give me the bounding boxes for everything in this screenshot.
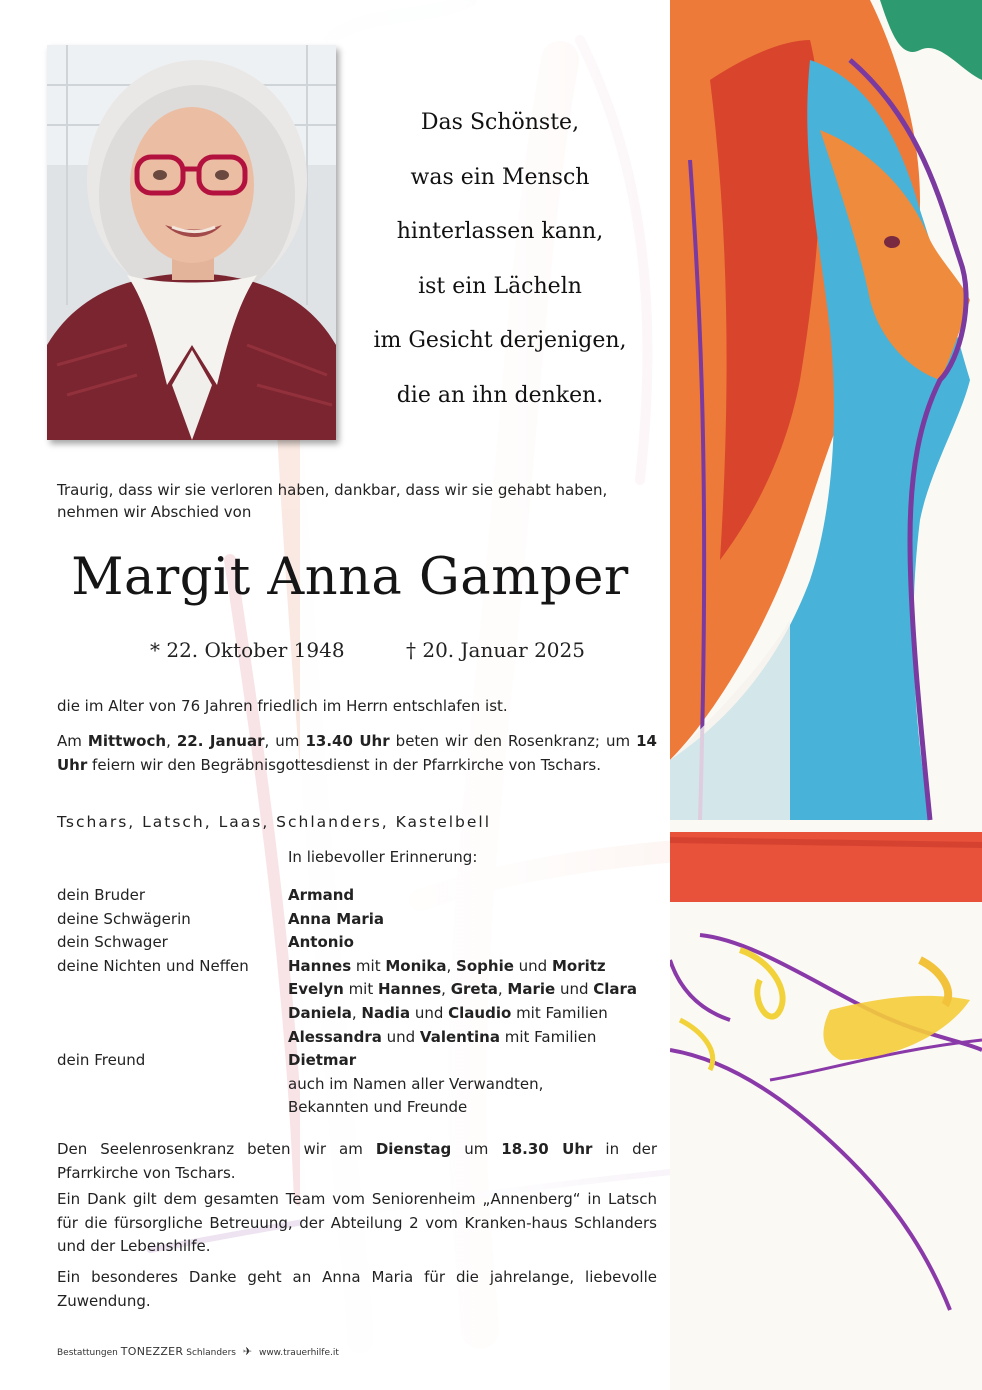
birth-date: * 22. Oktober 1948 [150, 638, 345, 662]
mourner-names [288, 1096, 467, 1120]
mourner-names [288, 1002, 608, 1026]
memory-heading: In liebevoller Erinnerung: [288, 848, 478, 866]
funeral-text: feiern wir den Begräbnisgottesdienst in der Pfarrkirche von Tschars. [87, 755, 601, 774]
footer-suffix: Schlanders [186, 1348, 236, 1358]
intro-text [57, 479, 657, 523]
mourner-relation: dein Freund [57, 1051, 146, 1070]
poem-line: was ein Mensch [410, 164, 590, 190]
mourner-connector: mit Familien [511, 1004, 608, 1022]
mourner-name: Greta [450, 980, 498, 999]
mourner-names [288, 884, 354, 908]
funeral-text: , [166, 732, 177, 750]
mourner-name: Monika [385, 956, 447, 975]
mourner-connector: mit [351, 956, 386, 975]
poem-line: ist ein Lächeln [418, 273, 582, 299]
decorative-painting [670, 0, 982, 1390]
mourner-name: Valentina [419, 1027, 500, 1046]
mourner-relation: deine Nichten und Neffen [57, 956, 249, 975]
poem-line: die an ihn denken. [396, 382, 604, 408]
mourner-names [288, 1073, 543, 1097]
poem-line: hinterlassen kann, [396, 219, 604, 244]
mourner-name: Claudio [448, 1004, 512, 1022]
funeral-info [57, 730, 657, 777]
mourner-connector: , [446, 956, 457, 975]
mourner-name: Clara [593, 980, 638, 999]
mourner-name: Sophie [456, 956, 514, 975]
mourner-connector: und [513, 956, 552, 975]
mourner-relation: dein Bruder [57, 886, 146, 904]
mourner-name: Hannes [288, 956, 352, 975]
dove-icon: ✈ [242, 1345, 253, 1358]
mourner-name: Alessandra [288, 1027, 382, 1046]
rosary-day: Dienstag [375, 1140, 452, 1158]
mourner-connector: , [351, 1004, 362, 1022]
mourner-names [288, 1026, 596, 1050]
mourner-name: Marie [507, 980, 556, 999]
deceased-name: Margit Anna Gamper [71, 548, 629, 607]
mourner-name: Moritz [551, 956, 606, 975]
portrait-photo [47, 45, 336, 440]
mourner-connector: Bekannten und Freunde [288, 1098, 468, 1117]
memorial-poem [345, 96, 655, 423]
mourner-names [288, 955, 606, 979]
rosary-evening-time: 18.30 Uhr [501, 1140, 593, 1158]
mourner-name: Antonio [288, 933, 354, 952]
age-line: die im Alter von 76 Jahren friedlich im Herrn entschlafen ist. [57, 697, 508, 715]
intro-line: Traurig, dass wir sie verloren haben, dankbar, dass wir sie gehabt haben, [57, 481, 608, 499]
footer [57, 1345, 339, 1358]
mourner-connector: und [555, 980, 594, 999]
mourner-names [288, 978, 637, 1002]
funeral-weekday: Mittwoch [87, 732, 167, 750]
mourner-name: Hannes [378, 980, 442, 999]
mourner-names [288, 1049, 356, 1073]
thanks-paragraph: Ein Dank gilt dem gesamten Team vom Seniorenheim „Annenberg“ in Latsch für die fürsorgliche Betreuung, der Abteilung 2 vom Kranken-haus Schlanders und der Lebenshilfe. [57, 1190, 657, 1255]
mourner-name: Armand [288, 886, 355, 904]
mourner-names [288, 931, 354, 955]
footer-prefix: Bestattungen [57, 1348, 118, 1358]
website-link[interactable]: www.trauerhilfe.it [258, 1348, 339, 1358]
funeral-text: Am [57, 732, 88, 750]
mourner-connector: und [410, 1004, 449, 1022]
mourner-connector: auch im Namen aller Verwandten, [288, 1074, 544, 1093]
mourner-name: Dietmar [288, 1051, 357, 1070]
mourner-name: Nadia [361, 1004, 411, 1022]
mourner-name: Anna Maria [288, 909, 385, 928]
thanks-paragraph: Ein besonderes Danke geht an Anna Maria für die jahrelange, liebevolle Zuwendung. [57, 1268, 657, 1310]
mourner-relation: dein Schwager [57, 933, 168, 952]
rosary-text: Den Seelenrosenkranz beten wir am [57, 1140, 376, 1158]
mourner-connector: mit [343, 980, 378, 999]
mourner-relation: deine Schwägerin [57, 909, 191, 928]
mass-time: 14 Uhr [57, 732, 657, 774]
mourner-names [288, 908, 384, 932]
mourner-name: Evelyn [288, 980, 344, 999]
places-list: Tschars, Latsch, Laas, Schlanders, Kastelbell [57, 813, 492, 831]
rosary-text: um [451, 1140, 502, 1158]
rosary-time: 13.40 Uhr [305, 732, 390, 750]
mourner-connector: mit Familien [499, 1027, 597, 1046]
mourner-name: Daniela [288, 1004, 352, 1022]
rosary-text: in der Pfarrkirche von Tschars. [57, 1140, 657, 1182]
mourner-connector: , [497, 980, 508, 999]
funeral-date: 22. Januar [176, 732, 265, 750]
mourner-connector: und [381, 1027, 420, 1046]
death-date: † 20. Januar 2025 [406, 638, 585, 662]
poem-line: im Gesicht derjenigen, [373, 328, 627, 353]
intro-line: nehmen wir Abschied von [57, 503, 252, 521]
poem-line: Das Schönste, [420, 110, 580, 135]
funeral-text: , um [264, 732, 306, 750]
mourner-connector: , [441, 980, 451, 999]
rosary-info [57, 1138, 657, 1185]
funeral-text: beten wir den Rosenkranz; um [389, 732, 637, 750]
funeral-home-brand: TONEZZER [120, 1345, 184, 1358]
